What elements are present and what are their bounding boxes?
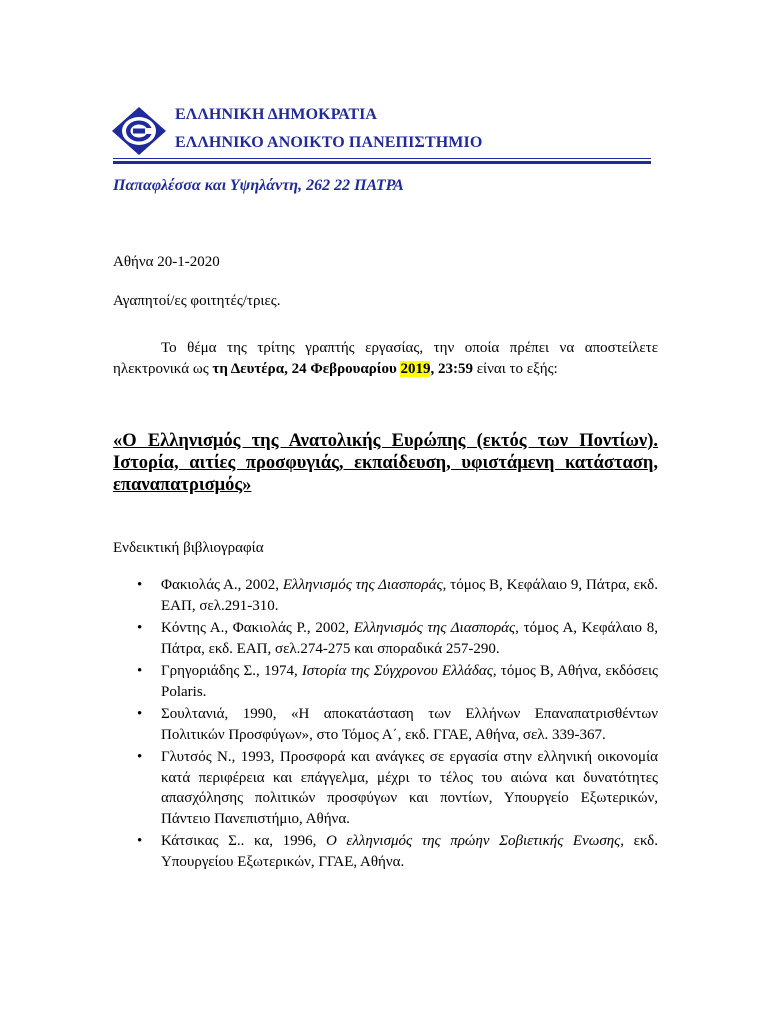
intro-text-start: Το θέμα της τρίτης γραπτής εργασίας, την οποία πρέπει να αποστείλετε ηλεκτρονικά ως: [113, 340, 658, 377]
bib-details: , τόμος Β, Αθήνα, εκδόσεις Polaris.: [161, 663, 659, 700]
header-divider-thick: [113, 161, 651, 164]
bibliography-heading: Ενδεικτική βιβλιογραφία: [113, 540, 264, 556]
deadline-date: τη Δευτέρα, 24 Φεβρουαρίου: [212, 361, 401, 377]
bullet: •: [137, 577, 143, 593]
deadline-year-highlight: 2019: [400, 361, 431, 377]
header-republic-title: ΕΛΛΗΝΙΚΗ ΔΗΜΟΚΡΑΤΙΑ: [175, 106, 378, 123]
bibliography-item: [137, 831, 658, 872]
bib-title: Ιστορία της Σύγχρονου Ελλάδας: [301, 663, 493, 679]
bib-details: , τόμος Β, Κεφάλαιο 9, Πάτρα, εκδ. ΕΑΠ, σελ.291-310.: [161, 577, 658, 614]
address-line: Παπαφλέσσα και Υψηλάντη, 262 22 ΠΑΤΡΑ: [113, 177, 404, 194]
bib-details: , τόμος Α, Κεφάλαιο 8, Πάτρα, εκδ. ΕΑΠ, σελ.274-275 και σποραδικά 257-290.: [161, 620, 658, 657]
bullet: •: [137, 620, 143, 636]
bib-text: Κάτσικας Σ.. κα, 1996,: [161, 833, 326, 849]
bib-text: Γρηγοριάδης Σ., 1974,: [161, 663, 302, 679]
bibliography-item: [137, 575, 658, 616]
bib-text: Φακιολάς Α., 2002,: [161, 577, 283, 593]
bib-text: Σουλτανιά, 1990, «Η αποκατάσταση των Ελλήνων Επαναπατρισθέντων Πολιτικών Προσφύγων», στο Τόμος Α΄, εκδ. ΓΓΑΕ, Αθήνα, σελ. 339-367.: [161, 706, 658, 743]
bullet: •: [137, 663, 143, 679]
intro-text-end: είναι το εξής:: [472, 361, 558, 377]
bibliography-item: [137, 704, 658, 745]
bib-title: Ελληνισμός της Διασποράς: [353, 620, 516, 636]
bib-title: Ελληνισμός της Διασποράς: [282, 577, 443, 593]
bib-text: Γλυτσός Ν., 1993, Προσφορά και ανάγκες σε εργασία στην ελληνική οικονομία κατά περιφέρεια και επάγγελμα, μέχρι το τέλος του αιώνα και δυνατότητες απασχόλησης πολιτικών προσφύγων και ποντίων, Υπουργείο Εξωτερικών, Πάντειο Πανεπιστήμιο, Αθήνα.: [161, 749, 658, 827]
bib-title: Ο ελληνισμός της πρώην Σοβιετικής Ενωσης: [325, 833, 621, 849]
bibliography-item: [137, 661, 658, 702]
bullet: •: [137, 833, 143, 849]
bullet: •: [137, 749, 143, 765]
assignment-topic: «Ο Ελληνισμός της Ανατολικής Ευρώπης (εκτός των Ποντίων). Ιστορία, αιτίες προσφυγιάς, εκπαίδευση, υφιστάμενη κατάσταση, επαναπατρισμός»: [113, 431, 658, 495]
bibliography-item: [137, 747, 658, 829]
bibliography-list: [137, 575, 658, 874]
date-line: Αθήνα 20-1-2020: [113, 254, 220, 270]
deadline-time: , 23:59: [430, 361, 473, 377]
header-university-title: ΕΛΛΗΝΙΚΟ ΑΝΟΙΚΤΟ ΠΑΝΕΠΙΣΤΗΜΙΟ: [175, 134, 483, 151]
intro-paragraph: [113, 338, 658, 380]
bullet: •: [137, 706, 143, 722]
greeting: Αγαπητοί/ες φοιτητές/τριες.: [113, 293, 281, 309]
bibliography-item: [137, 618, 658, 659]
bib-details: , εκδ. Υπουργείου Εξωτερικών, ΓΓΑΕ, Αθήνα.: [161, 833, 658, 870]
university-logo-icon: [111, 106, 167, 156]
bib-text: Κόντης Α., Φακιολάς Ρ., 2002,: [161, 620, 354, 636]
header-divider-thin: [113, 158, 651, 159]
